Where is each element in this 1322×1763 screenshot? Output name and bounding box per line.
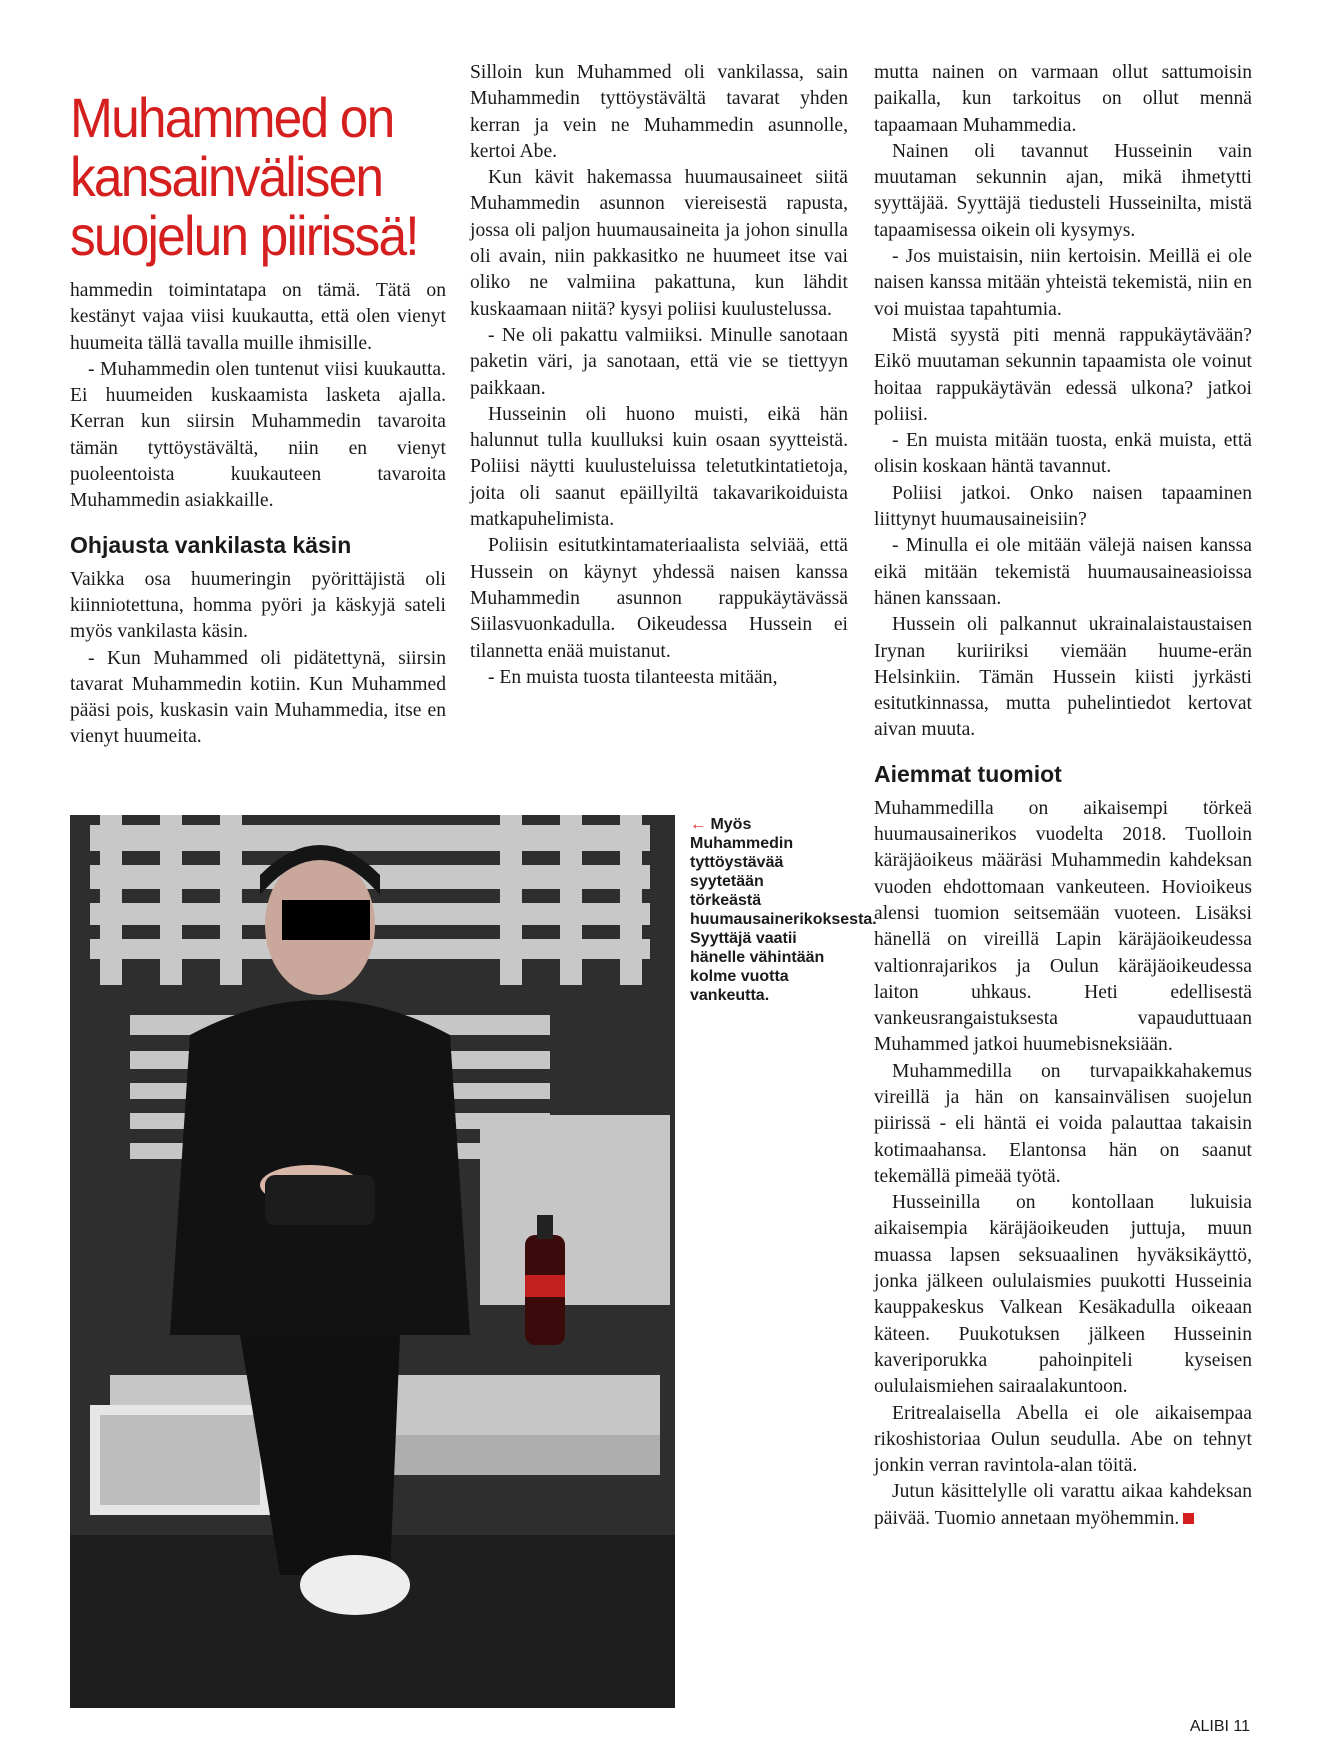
paragraph: - Muhammedin olen tuntenut viisi kuukautta. Ei huumeiden kuskaamista lasketa ajalla. Kerran kun siirsin Muhammedin tavaroita tämän tyttöystävältä, niin en vienyt puoleentoista kuukauteen tavaroita Muhammedin asiakkaille.: [70, 358, 446, 512]
column-2: [470, 60, 848, 691]
subheading: Ohjausta vankilasta käsin: [70, 531, 352, 558]
paragraph: - Ne oli pakattu valmiiksi. Minulle sanotaan paketin väri, ja sanotaan, että vie se tiettyyn paikkaan.: [470, 324, 848, 399]
paragraph: hammedin toimintatapa on tämä. Tätä on kestänyt vajaa viisi kuukautta, että olen vienyt huumeita tällä tavalla muille ihmisille.: [70, 280, 446, 354]
column-3: [874, 60, 1252, 1532]
paragraph: Poliisi jatkoi. Onko naisen tapaaminen liittynyt huumausaineisiin?: [874, 482, 1252, 531]
arrow-left-icon: ←: [690, 816, 706, 833]
paragraph: Mistä syystä piti mennä rappukäytävään? Eikö muutaman sekunnin tapaamista ole voinut hoitaa rappukäytävän edessä ulkona? jatkoi poliisi.: [874, 324, 1252, 425]
paragraph: - Minulla ei ole mitään välejä naisen kanssa eikä mitään tekemistä huumausaineasioissa hänen kanssaan.: [874, 535, 1252, 609]
paragraph: - Jos muistaisin, niin kertoisin. Meillä ei ole naisen kanssa mitään yhteistä tekemistä, niin en voi muistaa tapahtumia.: [874, 246, 1252, 320]
paragraph: Husseinin oli huono muisti, eikä hän halunnut tulla kuulluksi kuin osaan syytteistä. Poliisi näytti kuulusteluissa teletutkintatietoja, joita oli saanut epäillyiltä takavarikoiduista matkapuhelimista.: [470, 403, 848, 531]
paragraph: - En muista mitään tuosta, enkä muista, että olisin koskaan häntä tavannut.: [874, 430, 1252, 478]
paragraph: - Kun Muhammed oli pidätettynä, siirsin tavarat Muhammedin kotiin. Kun Muhammed pääsi pois, kuskasin vain Muhammedia, itse en vienyt huumeita.: [70, 647, 446, 748]
paragraph: Eritrealaisella Abella ei ole aikaisempaa rikoshistoriaa Oulun seudulla. Abe on tehnyt jonkin verran ravintola-alan töitä.: [874, 1402, 1252, 1477]
paragraph: Muhammedilla on turvapaikkahakemus vireillä ja hän on kansainvälisen suojelun piirissä - eli häntä ei voida palauttaa takaisin kotimaahansa. Elantonsa hän on saanut tekemällä pimeää työtä.: [874, 1060, 1252, 1187]
caption-text: Myös Muhammedin tyttöystävää syytetään törkeästä huumausainerikoksesta. Syyttäjä vaatii hänelle vähintään kolme vuotta vankeutta.: [690, 816, 877, 1004]
subheading: Aiemmat tuomiot: [874, 760, 1062, 787]
paragraph: Hussein oli palkannut ukrainalaistaustaisen Irynan kuriiriksi viemään huume-erän Helsinkiin. Tämän Hussein kiisti jyrkästi esitutkinnassa, mutta puhelintiedot kertovat aivan muuta.: [874, 614, 1252, 741]
paragraph: Poliisin esitutkintamateriaalista selviää, että Hussein on käynyt yhdessä naisen kanssa Muhammedin asunnon rappukäytävässä Siilasvuonkadulla. Oikeudessa Hussein ei tilannetta enää muistanut.: [470, 535, 848, 662]
paragraph: Nainen oli tavannut Husseinin vain muutaman sekunnin ajan, mikä ihmetytti syyttäjää. Syyttäjä tiedusteli Husseinilta, mistä tapaamisessa oikein oli kysymys.: [874, 140, 1252, 241]
paragraph-text: Jutun käsittelylle oli varattu aikaa kahdeksan päivää. Tuomio annetaan myöhemmin.: [874, 1481, 1252, 1529]
closing-paragraph: [874, 1479, 1252, 1532]
column-1: [70, 278, 446, 751]
paragraph: Muhammedilla on aikaisempi törkeä huumausainerikos vuodelta 2018. Tuolloin käräjäoikeus määräsi Muhammedin kahdeksan vuoden ehdottomaan vankeuteen. Hovioikeus alensi tuomion seitsemään vuoteen. Lisäksi hänellä on vireillä Lapin käräjäoikeudessa valtionrajarikos ja Oulun käräjäoikeudessa laiton uhkaus. Heti edellisestä vankeusrangaistuksesta vapauduttuaan Muhammed jatkoi huumebisneksiään.: [874, 797, 1252, 1056]
page-folio: ALIBI 11: [1189, 1718, 1250, 1735]
paragraph: - En muista tuosta tilanteesta mitään,: [488, 666, 778, 688]
end-mark-icon: [1183, 1513, 1194, 1524]
photo-illustration: [70, 815, 675, 1708]
paragraph: Silloin kun Muhammed oli vankilassa, sain Muhammedin tyttöystävältä tavarat yhden kerran ja vein ne Muhammedin asunnolle, kertoi Abe.: [470, 62, 848, 162]
paragraph: Kun kävit hakemassa huumausaineet siitä Muhammedin asunnon viereisestä rapusta, jossa oli paljon huumausaineita ja johon sinulla oli avain, niin pakkasitko ne huumeet itse vai oliko ne valmiina pakattuna, kun lähdit kuskaamaan niitä? kysyi poliisi kuulustelussa.: [470, 167, 848, 320]
paragraph: mutta nainen on varmaan ollut sattumoisin paikalla, kun tarkoitus on ollut mennä tapaamaan Muhammedia.: [874, 62, 1252, 136]
article-photo: [70, 815, 675, 1708]
paragraph: Husseinilla on kontollaan lukuisia aikaisempia käräjäoikeuden juttuja, muun muassa lapsen seksuaalinen hyväksikäyttö, jonka jälkeen oululaismies puukotti Husseinia kauppakeskus Valkean Kesäkadulla oikeaan käteen. Puukotuksen jälkeen Husseinin kaveriporukka pahoinpiteli kyseisen oululaismiehen sairaalakuntoon.: [874, 1192, 1252, 1398]
headline: Muhammed on kansainvälisen suojelun piirissä!: [70, 85, 418, 267]
photo-caption: [690, 815, 877, 1005]
paragraph: Vaikka osa huumeringin pyörittäjistä oli kiinniotettuna, homma pyöri ja käskyjä sateli myös vankilasta käsin.: [70, 568, 446, 643]
